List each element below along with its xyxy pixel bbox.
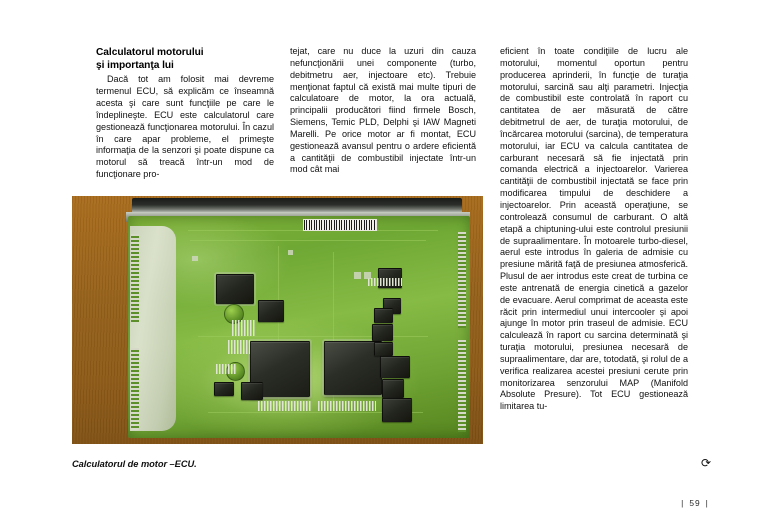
folio-rule-right: |	[705, 498, 709, 508]
pcb-barcode-label	[303, 219, 377, 231]
body-paragraph-2: tejat, care nu duce la uzuri din cauza nefuncţionării unei componente (turbo, debitmetru aer, injectoare etc). Trebuie menţionat faptul că există mai multe tipuri de calculatoare de motor, la ora actuală, principalii producători fiind firmele Bosch, Siemens, Temic PLD, Delphi şi IAW Magneti Marelli. Pe orice motor ar fi montat, ECU gestionează avansul pentru o ardere eficientă a cantităţii de combustibil injectate într-un mod cât mai	[290, 46, 476, 175]
pcb-ic-chip-7	[214, 382, 234, 396]
pcb-pad-row-2	[228, 340, 250, 354]
body-paragraph-3: eficient în toate condiţiile de lucru ale motorului, momentul oportun pentru producerea aprinderii, în funcţie de turaţia motorului, sarcină sau alţi parametri. Injecţia de combustibil este controlată în raport cu cantitatea de aer măsurată de către debitmetrul de aer, de turaţia motorului, de încărcarea motorului (sarcina), de temperatura motorului, iar ECU va calcula cantitatea de carburant necesară să fie injectată prin comanda electrică a injectoarelor. Varierea cantităţii de combustibil injectată se face prin modificarea timpului de deschidere a injectoarelor. Prin această operaţiune, se controlează consumul de carburant. O altă etapă a chiptuning-ului este controlul presiunii de supraalimentare. În motoarele turbo-diesel, aerul este introdus în galeria de admisie cu presiune mărită faţă de presiunea atmosferică. Plusul de aer introdus este creat de turbina ce este antrenată de energia cinetică a gazelor de evacuare. Aerul comprimat de aceasta este răcit prin intermediul unui intercooler şi apoi ajunge în motor prin traseul de admisie. ECU calculează în raport cu sarcina determinată şi turaţia motorului, presiunea necesară de supraalimentare, dar are, totodată, şi rolul de a verifica realizarea acestei presiuni cerute prin monitorizarea senzorului MAP (Manifold Absolute Presure). Tot ECU gestionează limitarea tu-	[500, 46, 688, 412]
pcb-pad-row-5	[318, 401, 376, 411]
article-heading-line-1: Calculatorul motorului	[96, 47, 204, 58]
page-folio	[640, 498, 750, 508]
pcb-pad-row-1	[232, 320, 256, 336]
pcb-edge-connector-left	[131, 234, 139, 322]
article-heading	[96, 46, 274, 72]
pcb-trace	[198, 336, 428, 337]
pcb-edge-connector-right	[458, 232, 466, 328]
pcb-pad-row-4	[258, 401, 312, 411]
text-column-2	[290, 46, 476, 176]
pcb-smd-component-4	[288, 250, 293, 255]
figure-caption: Calculatorul de motor –ECU.	[72, 459, 197, 469]
article-heading-line-2: şi importanţa lui	[96, 60, 174, 72]
continue-arrow-icon: ⟳	[700, 456, 712, 470]
pcb-ic-chip-4	[258, 300, 284, 322]
pcb-trace	[190, 240, 426, 241]
pcb-ic-chip-8	[241, 382, 263, 400]
folio-rule-left: |	[681, 498, 685, 508]
pcb-smd-component-2	[364, 272, 371, 279]
pcb-power-module-2	[382, 379, 404, 398]
photo-wooden-desk-background	[72, 196, 483, 444]
pcb-pad-row-3	[216, 364, 236, 374]
pcb-smd-component-3	[192, 256, 198, 261]
pcb-pad-row-6	[368, 278, 402, 286]
pcb-edge-connector-lower-left	[131, 348, 139, 430]
pcb-power-module-1	[380, 356, 410, 378]
pcb-power-transistor-1	[374, 308, 393, 323]
pcb-power-transistor-3	[374, 342, 393, 356]
text-column-3	[500, 46, 688, 413]
text-column-1	[96, 46, 274, 181]
figure-photo-ecu	[72, 196, 483, 444]
folio-page-number: 59	[689, 498, 701, 508]
pcb-power-module-3	[382, 398, 412, 422]
body-paragraph-1: Dacă tot am folosit mai devreme termenul ECU, să explicăm ce înseamnă acesta şi care sunt funcţiile pe care le îndeplineşte. ECU este calculatorul care gestionează funcţionarea motorului. În cazul în care apar probleme, el primeşte informaţia de la senzori şi poate dispune ca motorul să treacă într-un mod de funcţionare pro-	[96, 74, 274, 180]
pcb-power-transistor-2	[372, 324, 393, 341]
ecu-circuit-board	[128, 216, 470, 438]
pcb-smd-component-1	[354, 272, 361, 279]
pcb-edge-connector-lower-right	[458, 340, 466, 432]
pcb-ic-chip-3	[216, 274, 254, 304]
